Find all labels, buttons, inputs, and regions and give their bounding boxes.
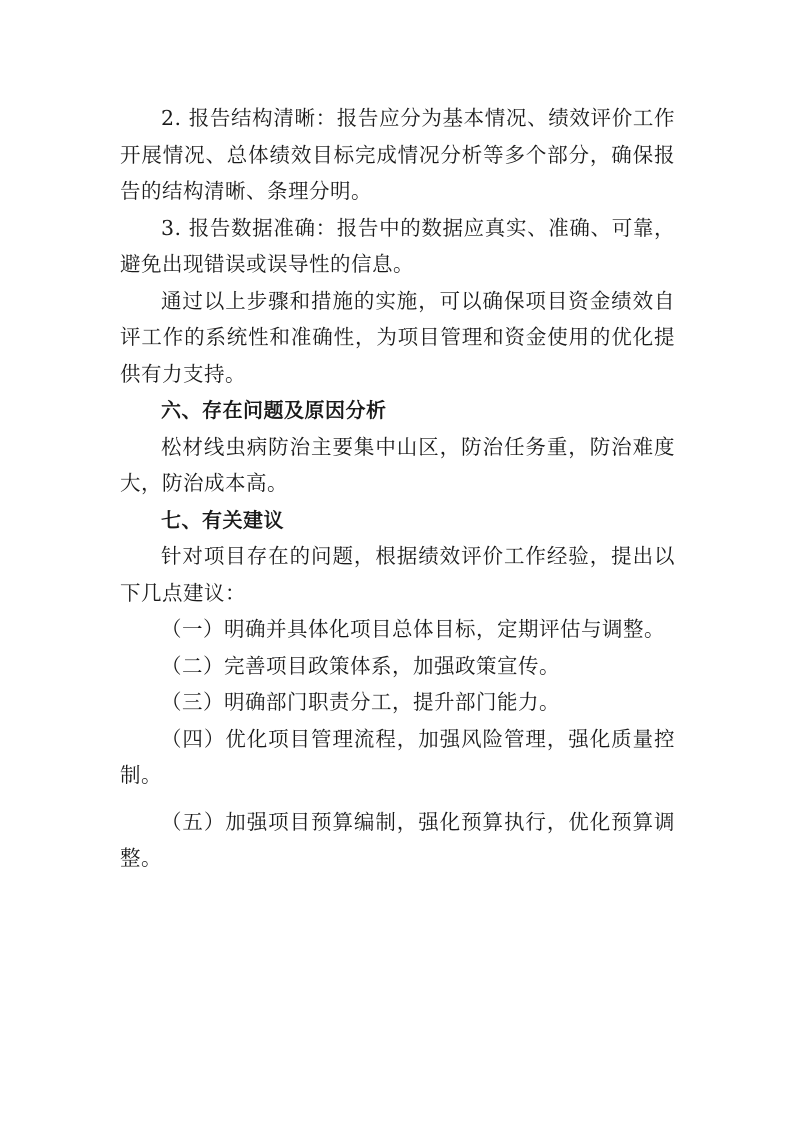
suggestion-item: （五）加强项目预算编制，强化预算执行，优化预算调整。: [120, 809, 675, 870]
paragraph-problems: 松材线虫病防治主要集中山区，防治任务重，防治难度大，防治成本高。: [120, 434, 675, 495]
suggestion-item: （四）优化项目管理流程，加强风险管理，强化质量控制。: [120, 726, 675, 787]
suggestion-item: （二）完善项目政策体系，加强政策宣传。: [161, 653, 560, 678]
suggestion-item: （一）明确并具体化项目总体目标，定期评估与调整。: [161, 617, 665, 641]
document-body: [120, 100, 675, 877]
section-heading-suggestions: 七、有关建议: [161, 507, 284, 532]
section-heading-problems: 六、存在问题及原因分析: [161, 398, 387, 422]
paragraph-report-data: 3. 报告数据准确：报告中的数据应真实、准确、可靠，避免出现错误或误导性的信息。: [120, 215, 675, 276]
suggestion-item: （三）明确部门职责分工，提升部门能力。: [161, 690, 560, 714]
paragraph-report-structure: 2. 报告结构清晰：报告应分为基本情况、绩效评价工作开展情况、总体绩效目标完成情况分析等多个部分，确保报告的结构清晰、条理分明。: [120, 106, 675, 203]
paragraph-summary: 通过以上步骤和措施的实施，可以确保项目资金绩效自评工作的系统性和准确性，为项目管理和资金使用的优化提供有力支持。: [120, 288, 675, 386]
paragraph-suggestions-intro: 针对项目存在的问题，根据绩效评价工作经验，提出以下几点建议：: [120, 544, 675, 605]
